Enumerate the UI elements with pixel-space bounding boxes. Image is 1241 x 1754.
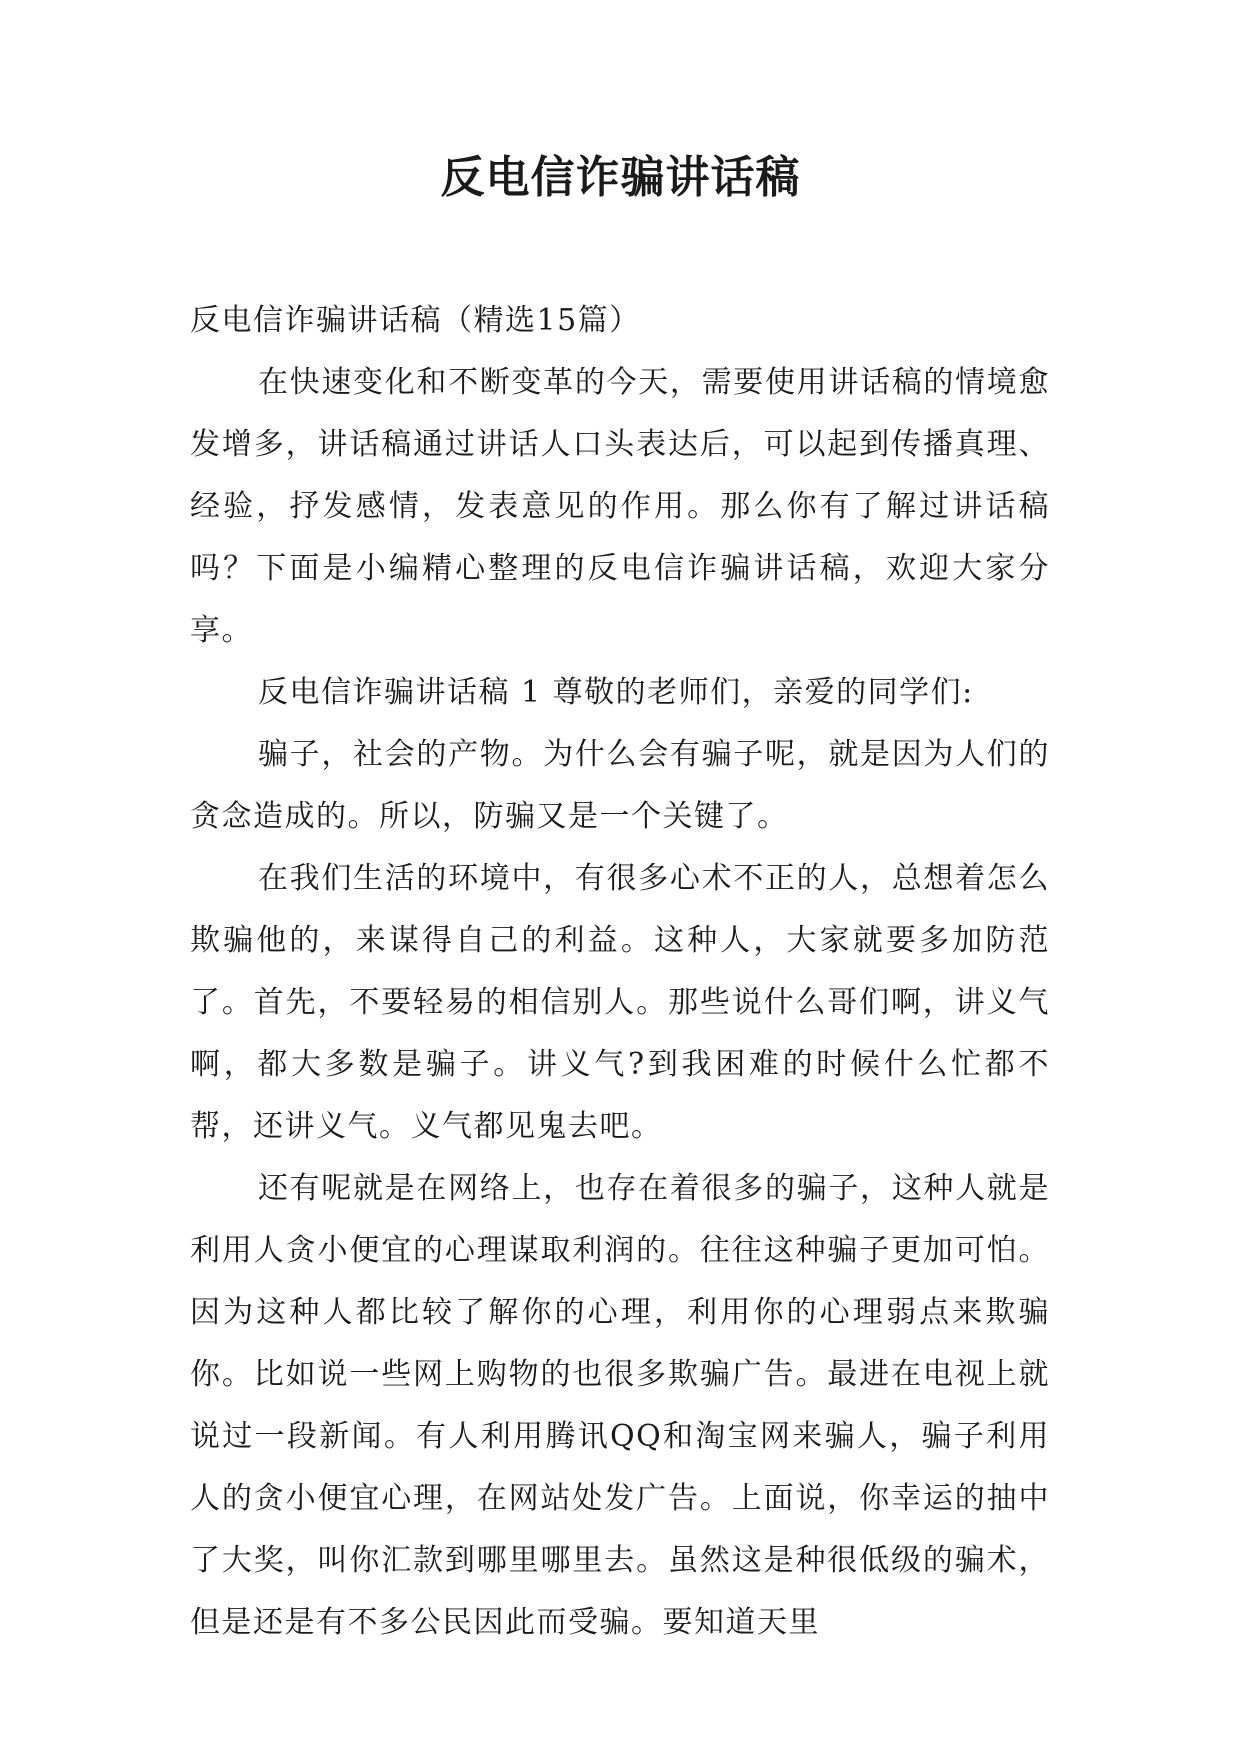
paragraph-salutation: 反电信诈骗讲话稿 1 尊敬的老师们，亲爱的同学们: <box>258 675 974 710</box>
paragraph-body: 还有呢就是在网络上，也存在着很多的骗子，这种人就是利用人贪小便宜的心理谋取利润的。往往这种骗子更加可怕。因为这种人都比较了解你的心理，利用你的心理弱点来欺骗你。比如说一些网上购物的也很多欺骗广告。最进在电视上就说过一段新闻。有人利用腾讯QQ和淘宝网来骗人，骗子利用人的贪小便宜心理，在网站处发广告。上面说，你幸运的抽中了大奖，叫你汇款到哪里哪里去。虽然这是种很低级的骗术，但是还是有不多公民因此而受骗。要知道天里 <box>190 1171 1050 1640</box>
document-body <box>190 290 1050 1654</box>
paragraph-body: 骗子，社会的产物。为什么会有骗子呢，就是因为人们的贪念造成的。所以，防骗又是一个关键了。 <box>190 737 1050 834</box>
document-title: 反电信诈骗讲话稿 <box>440 152 801 203</box>
paragraph-intro: 在快速变化和不断变革的今天，需要使用讲话稿的情境愈发增多，讲话稿通过讲话人口头表达后，可以起到传播真理、经验，抒发感情，发表意见的作用。那么你有了解过讲话稿吗？下面是小编精心整理的反电信诈骗讲话稿，欢迎大家分享。 <box>190 365 1050 648</box>
paragraph-body: 在我们生活的环境中，有很多心术不正的人，总想着怎么欺骗他的，来谋得自己的利益。这种人，大家就要多加防范了。首先，不要轻易的相信别人。那些说什么哥们啊，讲义气啊，都大多数是骗子。讲义气?到我困难的时候什么忙都不帮，还讲义气。义气都见鬼去吧。 <box>190 861 1050 1144</box>
document-subtitle: 反电信诈骗讲话稿（精选15篇） <box>190 303 641 338</box>
